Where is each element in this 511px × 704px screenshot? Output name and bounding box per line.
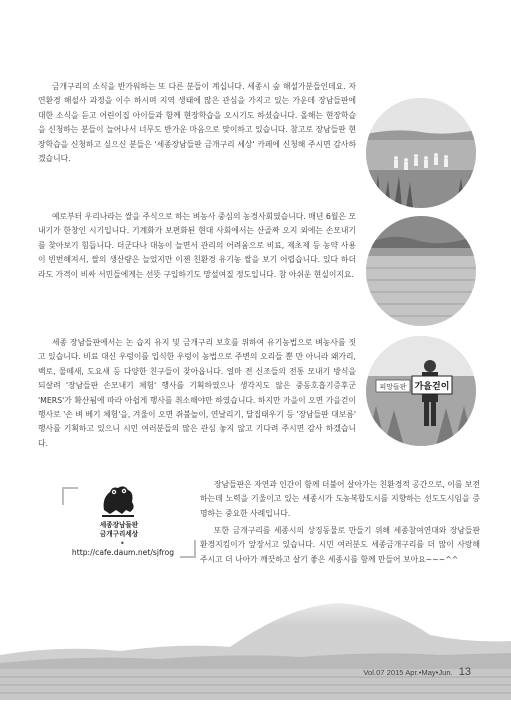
paragraph-eco-space: 장남들판은 자연과 인간이 함께 더불어 살아가는 친환경적 공간으로, 이를 보전하는데 노력을 기울이고 있는 세종시가 도농복합도시를 지향하는 선도도시임을 증명하는 중요한 사례입니다. — [200, 480, 480, 518]
photo-harvest-sign — [366, 336, 476, 446]
paragraph-symbol-animal: 또한 금개구리를 세종시의 상징동물로 만들기 위해 세종참여연대와 장남들판 환경지킴이가 앞장서고 있습니다. 시민 여러분도 세종금개구리를 더 많이 사랑해 주시고 더 나아가 깨끗하고 살기 좋은 세종시를 함께 만들어 보아요~~~^^ — [200, 526, 480, 564]
volume-info: Vol.07 2015 Apr.•May•Jun. — [363, 668, 453, 677]
sign-text: 가을걷이 — [414, 382, 450, 392]
landscape-background — [0, 585, 511, 700]
cafe-url-link[interactable]: http://cafe.daum.net/sjfrog — [71, 548, 175, 557]
paragraph-rice-farming: 예로부터 우리나라는 쌀을 주식으로 하는 벼농사 중심의 농경사회였습니다. 매년 6월은 모내기가 한창인 시기입니다. 기계화가 보편화된 현대 사회에서는 산골짜 오지 외에는 손모내기를 찾아보기 힘듭니다. 더군다나 대농이 늘면서 관리의 어려움으로 비료, 제초제 등 농약 사용이 빈번해져서, 쌀의 생산량은 늘었지만 이젠 친환경 유기농 쌀을 보기 어렵습니다. 있다 하더라도 가격이 비싸 서민들에게는 선뜻 구입하기도 망설여질 정도입니다. 참 아쉬운 현실이지요. — [38, 212, 356, 279]
photo-rice-paddy — [366, 216, 476, 326]
logo-caption-line1: 세종장남들판 — [99, 521, 139, 529]
paragraph-organic-farming: 세종 장남들판에서는 논 습지 유지 및 금개구리 보호를 위하여 유기농법으로 벼농사를 짓고 있습니다. 비료 대신 우렁이를 입식한 우렁이 농법으로 주변의 오리들 뿐 만 아니라 왜가리, 백로, 물떼새, 도요새 등 다양한 친구들이 찾아옵니다. 얼마 전 신조들의 전통 모내기 방식을 되살려 '장남들판 손모내기 체험' 행사를 기획하였으나 생각지도 않은 중동호흡기증후군 'MERS'가 확산됨에 따라 아쉽게 행사를 취소해야만 하였습니다. 하지만 가을이 오면 가을걷이 행사로 '손 벼 베기 체험'을, 겨울이 오면 쥐불놀이, 연날리기, 달집태우기 등 '장남들판 대보름' 행사를 기획하고 있으니 시민 여러분들의 많은 관심 놓지 않고 기다려 주시면 감사 하겠습니다. — [38, 338, 356, 448]
page-number: 13 — [458, 666, 471, 678]
page-footer — [363, 666, 471, 678]
photo-field-trip — [366, 98, 476, 208]
paragraph-frog-news: 금개구리의 소식을 반가워하는 또 다른 분들이 계십니다. 세종시 숲 해설가분들인데요. 자연환경 해설사 과정을 이수 하시며 지역 생태에 많은 관심을 가지고 있는 가운데 장남들판에 대한 소식을 듣고 어린이집 아이들과 함께 현장학습을 오시기도 하셨습니다. 올해는 현장학습을 신청하는 분들이 늘어나서 너무도 반가운 마음으로 맞이하고 있습니다. 참고로 장남들판 현장학습을 신청하고 싶으신 분들은 '세종장남들판 금개구리 세상' 카페에 신청해 주시면 감사하겠습니다. — [38, 82, 356, 164]
banner-text: 피망들판 — [379, 383, 407, 391]
frog-logo-icon — [96, 480, 140, 520]
logo-bullet: • — [120, 539, 125, 548]
quote-bracket-open — [62, 487, 78, 505]
logo-caption-line2: 금개구리세상 — [99, 530, 139, 538]
